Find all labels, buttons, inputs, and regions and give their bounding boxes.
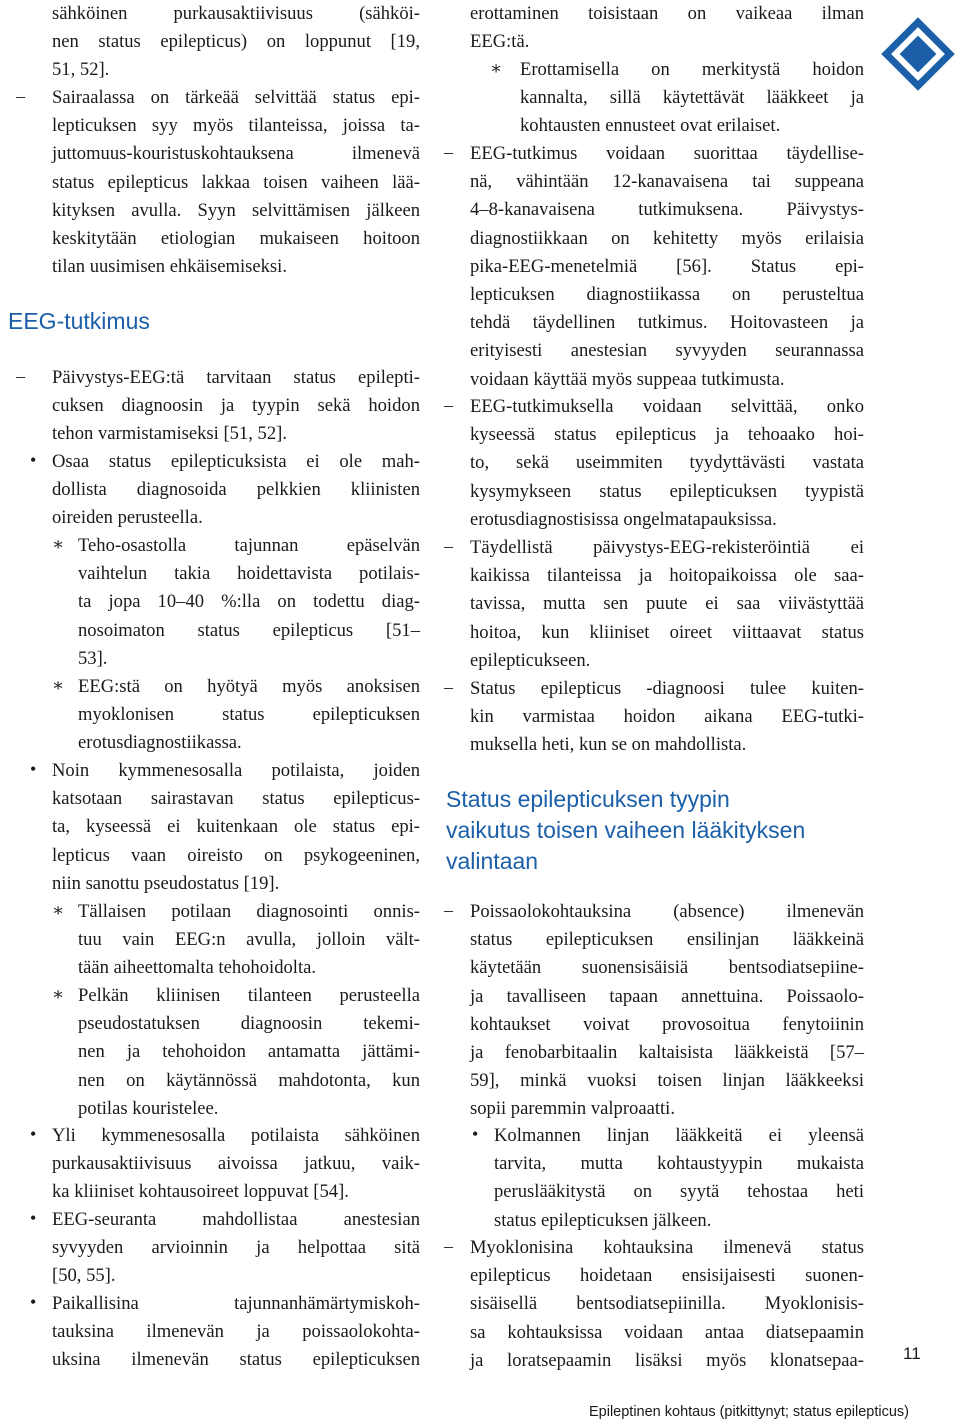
bullet-cannot-diagnose <box>52 448 420 533</box>
text-line: 53]. <box>78 647 108 669</box>
bullet-focal <box>52 1290 420 1375</box>
text-line: kyseessä status epilepticus ja tehoaako hoi- <box>470 424 864 446</box>
text-line: Erottamisella on merkitystä hoidon <box>520 59 864 80</box>
text-line: dollista diagnosoida pelkkien kliinisten <box>52 479 420 501</box>
text-line: kysymykseen status epilepticuksen tyypistä <box>470 480 864 502</box>
diamond-logo-icon <box>880 16 956 92</box>
list-item-emergency-eeg <box>52 364 420 449</box>
text-line: lepticuksen syy myös tilanteissa, joissa ta- <box>52 115 420 137</box>
text-line: erottaminen toisistaan on vaikeaa ilman <box>470 3 864 24</box>
star-anoxic <box>78 673 420 758</box>
heading-line: Status epilepticuksen tyypin <box>446 786 730 812</box>
footer-title: Epileptinen kohtaus (pitkittynyt; status epilepticus) <box>589 1404 909 1420</box>
text-line: diagnostiikkaan on kehitetty myös erilaisia <box>470 227 864 249</box>
bullet-electrical <box>52 1122 420 1207</box>
text-line: pseudostatuksen diagnoosin tekemi- <box>78 1013 420 1035</box>
text-line: Yli kymmenesosalla potilaista sähköinen <box>52 1125 420 1146</box>
text-line: EEG-seuranta mahdollistaa anestesian <box>52 1209 420 1230</box>
text-line: tauksina ilmenevän ja poissaolokohta- <box>52 1321 420 1343</box>
text-line: keskitytään etiologian mukaiseen hoitoon <box>52 227 420 249</box>
text-line: status epilepticuksen ensilinjan lääkkeinä <box>470 929 864 951</box>
bullet-marker: • <box>472 1124 479 1144</box>
text-line: tään aiheettomalta tehohoidolta. <box>78 957 317 979</box>
text-line: tehdä täydellinen tutkimus. Hoitovasteen ja <box>470 312 864 334</box>
text-line: purkausaktiivisuus aivoissa jatkuu, vaik- <box>52 1153 420 1175</box>
heading-line: vaikutus toisen vaiheen lääkityksen <box>446 817 806 843</box>
text-line: ta, kyseessä ei kuitenkaan ole status epi- <box>52 816 420 838</box>
text-line: to, sekä useimmiten tyydyttävästi vastata <box>470 452 864 474</box>
dash-marker: – <box>444 536 453 556</box>
text-line: epilepticukseen. <box>470 649 591 671</box>
dash-marker: – <box>16 366 25 386</box>
text-line: Status epilepticus -diagnoosi tulee kuiten- <box>470 678 864 699</box>
text-line: syvyyden arvioinnin ja helpottaa sitä <box>52 1237 420 1259</box>
text-line: katsotaan sairastavan status epilepticus- <box>52 788 420 810</box>
page-number: 11 <box>903 1344 921 1363</box>
text-line: EEG:tä. <box>470 31 530 53</box>
text-line: Poissaolokohtauksina (absence) ilmenevän <box>470 901 864 922</box>
list-item-recording <box>470 534 864 675</box>
text-line: erityisesti anestesian syvyyden seurannassa <box>470 340 864 362</box>
bullet-pseudostatus <box>52 757 420 898</box>
text-line: EEG:stä on hyötyä myös anoksisen <box>78 676 420 697</box>
text-line: hoitoa, kun kliiniset oireet viittaavat status <box>470 621 864 643</box>
text-line: ja loratsepaamin lisäksi myös klonatsepaa- <box>470 1349 864 1371</box>
continuation-block <box>470 0 864 56</box>
text-line: Sairaalassa on tärkeää selvittää status epi- <box>52 87 420 108</box>
text-line: kaikissa tilanteissa ja hoitopaikoissa ole saa- <box>470 565 864 587</box>
text-line: lepticuksen diagnostiikassa on perusteltua <box>470 283 864 305</box>
text-line: nä, vähintään 12-kanavaisena tai suppeana <box>470 171 864 193</box>
section-heading-eeg: EEG-tutkimus <box>8 308 150 334</box>
text-line: ja tavalliseen tapaan annettuina. Poissaolo- <box>470 985 864 1007</box>
text-line: voidaan käyttää myös suppeaa tutkimusta. <box>470 368 785 390</box>
bullet-marker: • <box>30 1208 37 1228</box>
bullet-third-line <box>494 1122 864 1235</box>
text-line: Osaa status epilepticuksista ei ole mah- <box>52 451 420 472</box>
text-line: cuksen diagnoosin ja tyypin sekä hoidon <box>52 395 420 417</box>
star-clinical <box>78 982 420 1123</box>
dash-marker: – <box>444 677 453 697</box>
star-icu <box>78 532 420 673</box>
text-line: kannalta, sillä käytettävät lääkkeet ja <box>520 87 864 109</box>
star-marker: ∗ <box>52 675 65 695</box>
text-line: status epilepticuksen jälkeen. <box>494 1209 712 1231</box>
text-line: nen ja tehohoidon antamatta jättämi- <box>78 1041 420 1063</box>
text-line: status epilepticus lakkaa toisen vaiheen lää- <box>52 171 420 193</box>
text-line: Myoklonisina kohtauksina ilmenevä status <box>470 1237 864 1258</box>
star-marker: ∗ <box>490 58 503 78</box>
dash-marker: – <box>16 86 25 106</box>
dash-marker: – <box>444 395 453 415</box>
text-line: niin sanottu pseudostatus [19]. <box>52 872 280 894</box>
text-line: 51, 52]. <box>52 59 110 81</box>
text-line: peruslääkitystä on syytä tehostaa heti <box>494 1181 864 1203</box>
text-line: kohtaukset voivat provosoitua fenytoiinin <box>470 1013 864 1035</box>
text-line: ja fenobarbitaalin kaltaisista lääkkeistä [57– <box>470 1041 864 1063</box>
list-item-cause <box>52 84 420 281</box>
text-line: nosoimaton status epilepticus [51– <box>78 619 420 641</box>
star-marker: ∗ <box>52 900 65 920</box>
text-line: ka kliiniset kohtausoireet loppuvat [54]. <box>52 1181 349 1203</box>
text-line: EEG-tutkimuksella voidaan selvittää, onko <box>470 396 864 417</box>
text-line: sähköinen purkausaktiivisuus (sähköi- <box>52 3 420 24</box>
text-line: lepticus vaan oireisto on psykogeeninen, <box>52 844 420 866</box>
text-line: muksella heti, kun se on mahdollista. <box>470 734 747 756</box>
text-line: kohtausten ennusteet ovat erilaiset. <box>520 115 781 137</box>
text-line: [50, 55]. <box>52 1265 116 1287</box>
continuation-block <box>52 0 420 85</box>
star-eeg-only <box>78 898 420 983</box>
bullet-monitoring <box>52 1206 420 1291</box>
bullet-marker: • <box>30 450 37 470</box>
list-item-channels <box>470 140 864 394</box>
text-line: Noin kymmenesosalla potilaista, joiden <box>52 760 420 781</box>
text-line: ta jopa 10–40 %:lla on todettu diag- <box>78 591 420 613</box>
star-distinction <box>520 56 864 141</box>
text-line: uksina ilmenevän status epilepticuksen <box>52 1349 420 1371</box>
text-line: nen on käytännössä mahdotonta, kun <box>78 1069 420 1091</box>
bullet-marker: • <box>30 1292 37 1312</box>
text-line: tavissa, mutta sen puute ei saa viivästyttää <box>470 593 864 615</box>
text-line: erotusdiagnostisissa ongelmatapauksissa. <box>470 508 777 530</box>
text-line: tarvita, mutta kohtaustyypin mukaista <box>494 1153 864 1175</box>
text-line: Päivystys-EEG:tä tarvitaan status epilepti- <box>52 367 420 388</box>
text-line: 59], minkä vuoksi toisen linjan lääkkeeksi <box>470 1070 864 1092</box>
text-line: juttomuus-kouristuskohtauksena ilmenevä <box>52 143 420 165</box>
dash-marker: – <box>444 1236 453 1256</box>
star-marker: ∗ <box>52 984 65 1004</box>
text-line: käytetään suonensisäisiä bentsodiatsepiine- <box>470 957 864 979</box>
text-line: vaihtelun takia hoidettavista potilais- <box>78 563 420 585</box>
bullet-marker: • <box>30 1124 37 1144</box>
star-marker: ∗ <box>52 534 65 554</box>
text-line: oireiden perusteella. <box>52 507 203 529</box>
text-line: nen status epilepticus) on loppunut [19, <box>52 31 420 53</box>
text-line: potilas kouristelee. <box>78 1097 219 1119</box>
text-line: kityksen avulla. Syyn selvittämisen jälkeen <box>52 199 420 221</box>
dash-marker: – <box>444 900 453 920</box>
text-line: pika-EEG-menetelmiä [56]. Status epi- <box>470 255 864 277</box>
text-line: tuu vain EEG:n avulla, jolloin vält- <box>78 929 420 951</box>
text-line: sisäisellä bentsodiatsepiinilla. Myoklonisis- <box>470 1293 864 1315</box>
section-heading-type <box>446 784 864 877</box>
list-item-confirm <box>470 675 864 760</box>
text-line: epilepticus hoidetaan ensisijaisesti suonen- <box>470 1265 864 1287</box>
text-line: 4–8-kanavaisena tutkimuksena. Päivystys- <box>470 199 864 221</box>
text-line: sopii paremmin valproaatti. <box>470 1098 675 1120</box>
heading-line: valintaan <box>446 848 539 874</box>
text-line: kin varmistaa hoidon aikana EEG-tutki- <box>470 706 864 728</box>
text-line: sa kohtauksissa voidaan antaa diatsepaamin <box>470 1321 864 1343</box>
text-line: Kolmannen linjan lääkkeitä ei yleensä <box>494 1125 864 1146</box>
text-line: Teho-osastolla tajunnan epäselvän <box>78 535 420 556</box>
bullet-marker: • <box>30 759 37 779</box>
list-item-absence <box>470 898 864 1124</box>
text-line: Täydellistä päivystys-EEG-rekisteröintiä ei <box>470 537 864 558</box>
text-line: EEG-tutkimus voidaan suorittaa täydellise- <box>470 143 864 164</box>
list-item-clarify <box>470 393 864 534</box>
text-line: myoklonisen status epilepticuksen <box>78 704 420 726</box>
text-line: Tällaisen potilaan diagnosointi onnis- <box>78 901 420 922</box>
text-line: erotusdiagnostiikassa. <box>78 732 242 754</box>
text-line: tilan uusimisen ehkäisemiseksi. <box>52 256 287 278</box>
text-line: tehon varmistamiseksi [51, 52]. <box>52 423 287 445</box>
list-item-myoclonic <box>470 1234 864 1375</box>
dash-marker: – <box>444 142 453 162</box>
text-line: Paikallisina tajunnanhämärtymiskoh- <box>52 1293 420 1314</box>
text-line: Pelkän kliinisen tilanteen perusteella <box>78 985 420 1006</box>
